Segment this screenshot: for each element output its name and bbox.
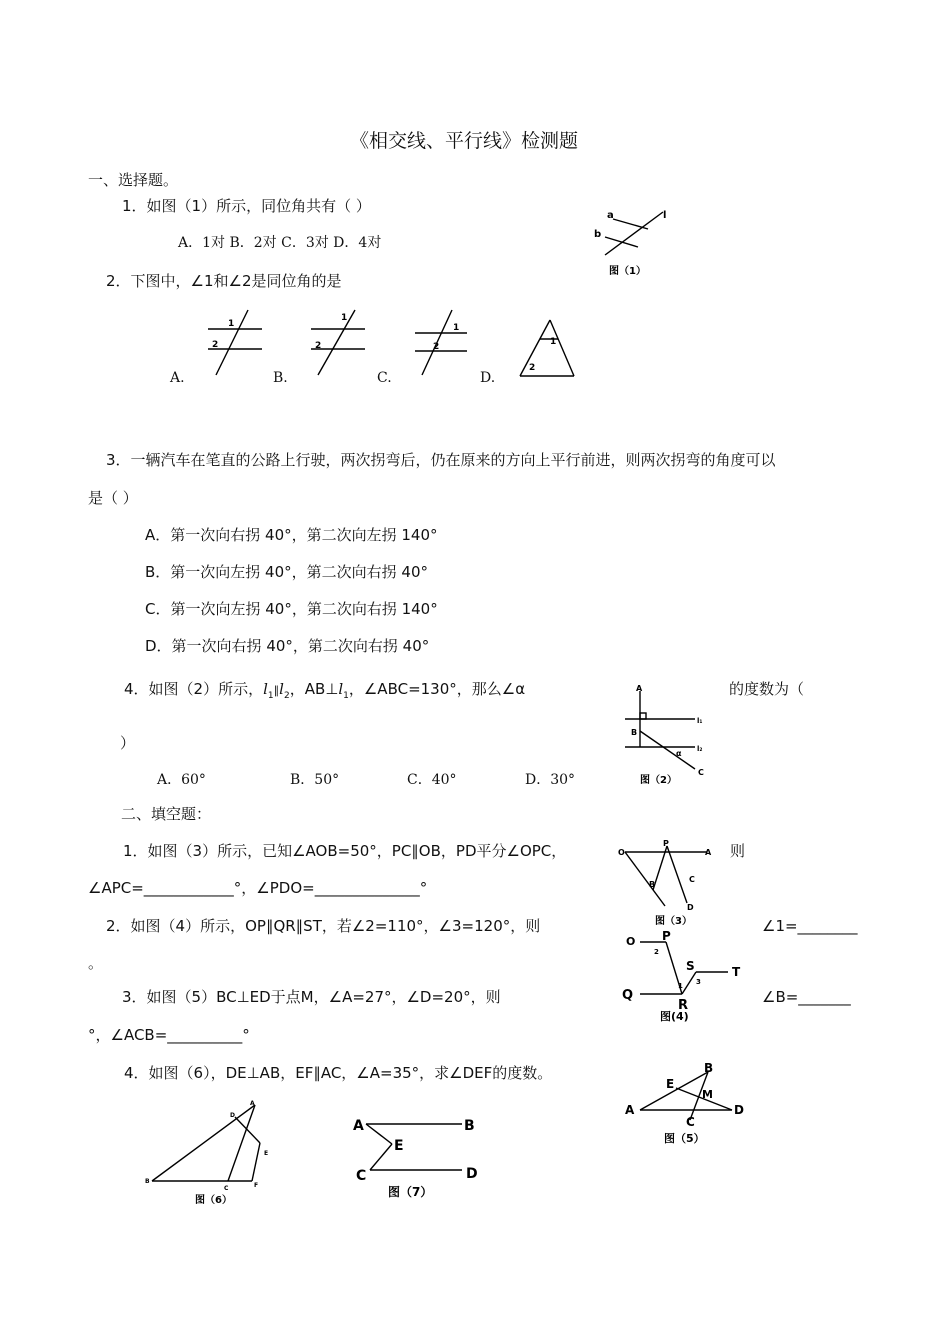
fig2-label-a: A <box>636 684 643 693</box>
fig5-label-a: A <box>625 1103 635 1117</box>
f4-line1: 4．如图（6），DE⊥AB，EF∥AC，∠A=35°，求∠DEF的度数。 <box>124 1064 553 1082</box>
q3-stem-line2: 是（ ） <box>88 489 138 507</box>
fig4-angle-2: 2 <box>654 948 659 956</box>
f2-line2: 。 <box>88 954 104 972</box>
figure-7 <box>350 1110 490 1205</box>
fig1-label-l: l <box>663 210 667 221</box>
fig2-label-l2: l₂ <box>697 745 703 753</box>
q4-stem-a: 4．如图（2）所示， <box>124 680 264 698</box>
figure-3 <box>615 838 720 930</box>
fig5-caption: 图（5） <box>664 1132 705 1145</box>
q4-l1-sub: 1 <box>267 691 274 701</box>
fig5-label-b: B <box>704 1061 714 1075</box>
fig5-label-d: D <box>734 1103 744 1117</box>
fig4-label-q: Q <box>622 988 634 1003</box>
q4-option-d: D．30° <box>525 772 576 788</box>
q1-stem: 1．如图（1）所示，同位角共有（ ） <box>122 197 371 215</box>
figure-6 <box>140 1095 290 1210</box>
q2d-angle-1: 1 <box>550 337 557 347</box>
fig3-label-c: C <box>689 875 695 884</box>
fig4-label-o: O <box>626 935 636 948</box>
fig6-label-a: A <box>250 1100 255 1107</box>
fig4-angle-1: 1 <box>678 982 683 990</box>
q2-option-d: D. <box>480 370 496 386</box>
q4-option-a: A．60° <box>157 772 206 788</box>
f1-line1: 1．如图（3）所示，已知∠AOB=50°，PC∥OB，PD平分∠OPC， <box>123 842 567 860</box>
figure-1 <box>585 200 695 280</box>
fig2-label-l1: l₁ <box>697 717 703 725</box>
fig7-label-e: E <box>394 1138 404 1154</box>
q4-option-b: B．50° <box>290 772 340 788</box>
fig4-label-r: R <box>678 998 689 1013</box>
q4-stem-e: ） <box>120 734 136 752</box>
q4-stem <box>124 679 525 706</box>
q4-l1b-sub: 1 <box>343 691 349 701</box>
figure-2 <box>620 683 710 788</box>
fig6-label-b: B <box>145 1178 150 1185</box>
f2-line1-tail: ∠1=________ <box>762 917 858 935</box>
fig4-label-p: P <box>662 929 671 943</box>
q2a-angle-1: 1 <box>228 319 235 329</box>
section-heading-fill: 二、填空题： <box>121 805 212 823</box>
fig3-label-a: A <box>705 848 712 857</box>
f1-line1-tail: 则 <box>730 842 746 860</box>
fig3-label-b: B <box>649 880 656 889</box>
q2-option-c: C. <box>377 370 392 386</box>
q4-option-c: C．40° <box>407 772 457 788</box>
fig7-label-d: D <box>466 1166 478 1182</box>
q2-option-a: A. <box>170 370 185 386</box>
fig3-label-o: O <box>618 848 625 857</box>
q4-l2: l <box>279 680 284 698</box>
fig3-caption: 图（3） <box>655 916 692 927</box>
fig4-caption: 图(4) <box>660 1010 689 1023</box>
f3-line2: °，∠ACB=__________° <box>88 1026 250 1044</box>
fig7-label-c: C <box>356 1168 367 1184</box>
q2-stem: 2．下图中，∠1和∠2是同位角的是 <box>106 272 342 290</box>
fig7-label-b: B <box>464 1118 475 1134</box>
fig1-caption: 图（1） <box>609 266 646 277</box>
q2-option-b: B. <box>273 370 288 386</box>
figure-4 <box>620 928 750 1028</box>
figure-5 <box>620 1062 760 1147</box>
fig7-caption: 图（7） <box>388 1185 433 1199</box>
q2c-angle-2: 2 <box>433 342 440 352</box>
section-heading-choice: 一、选择题。 <box>88 171 179 189</box>
fig3-label-d: D <box>687 903 694 912</box>
q4-stem-d: 的度数为（ <box>729 680 805 698</box>
f2-line1: 2．如图（4）所示，OP∥QR∥ST，若∠2=110°，∠3=120°，则 <box>106 917 541 935</box>
fig4-label-s: S <box>686 959 695 973</box>
q2d-angle-2: 2 <box>529 363 536 373</box>
q2-figure-c <box>407 305 477 380</box>
q4-stem-b: ，AB⊥ <box>289 680 339 698</box>
fig6-label-d: D <box>230 1112 235 1119</box>
fig4-label-t: T <box>732 965 741 979</box>
fig6-label-f: F <box>254 1182 259 1189</box>
fig1-label-b: b <box>594 229 602 240</box>
fig1-label-a: a <box>607 210 614 221</box>
q3-option-b: B．第一次向左拐 40°，第二次向右拐 40° <box>145 563 429 581</box>
q2-figure-a <box>200 305 270 380</box>
fig5-label-e: E <box>666 1077 675 1091</box>
fig5-label-c: C <box>686 1115 695 1129</box>
q2-figure-d <box>510 312 580 382</box>
fig2-caption: 图（2） <box>640 775 677 786</box>
q3-option-a: A．第一次向右拐 40°，第二次向左拐 140° <box>145 526 438 544</box>
f3-line1-tail: ∠B=_______ <box>762 988 851 1006</box>
q3-stem-line1: 3．一辆汽车在笔直的公路上行驶，两次拐弯后，仍在原来的方向上平行前进，则两次拐弯的角度可以 <box>106 451 776 469</box>
q2c-angle-1: 1 <box>453 323 460 333</box>
q3-option-c: C．第一次向左拐 40°，第二次向右拐 140° <box>145 600 438 618</box>
fig2-label-alpha: α <box>676 749 682 758</box>
q2b-angle-1: 1 <box>341 313 348 323</box>
f1-line2: ∠APC=____________°，∠PDO=______________° <box>88 879 428 897</box>
q4-parallel: ∥ <box>273 684 280 697</box>
fig6-label-e: E <box>264 1150 269 1157</box>
page-title: 《相交线、平行线》检测题 <box>350 130 579 152</box>
fig2-label-b: B <box>631 728 638 737</box>
fig6-caption: 图（6） <box>195 1195 232 1206</box>
fig3-label-p: P <box>663 839 669 848</box>
fig5-label-m: M <box>702 1088 713 1101</box>
fig2-label-c: C <box>698 768 704 777</box>
q1-options: A．1对 B．2对 C．3对 D．4对 <box>178 235 382 251</box>
q4-l1b: l <box>338 680 344 698</box>
fig6-label-c: C <box>224 1185 229 1192</box>
fig7-label-a: A <box>353 1118 364 1134</box>
q2-figure-b <box>303 305 373 380</box>
q3-option-d: D．第一次向右拐 40°，第二次向右拐 40° <box>145 637 430 655</box>
q4-l1: l <box>263 680 268 698</box>
q2b-angle-2: 2 <box>315 341 322 351</box>
f3-line1: 3．如图（5）BC⊥ED于点M，∠A=27°，∠D=20°，则 <box>122 988 501 1006</box>
q2a-angle-2: 2 <box>212 340 219 350</box>
q4-l2-sub: 2 <box>283 691 290 701</box>
fig4-angle-3: 3 <box>696 978 701 986</box>
q4-stem-c: ，∠ABC=130°，那么∠α <box>348 680 526 698</box>
